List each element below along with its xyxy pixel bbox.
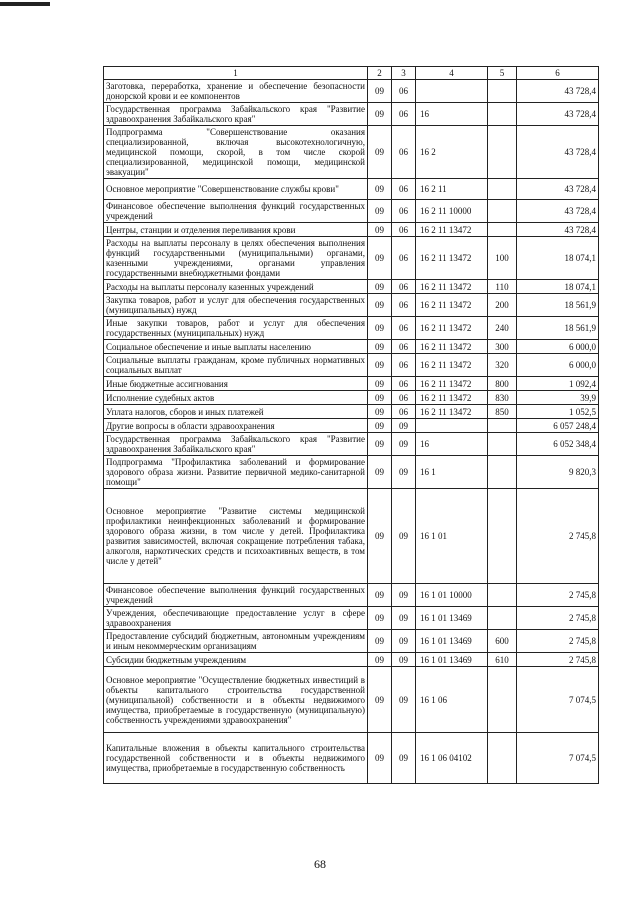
amount-cell: 43 728,4: [517, 179, 599, 200]
description-cell: Учреждения, обеспечивающие предоставление услуг в сфере здравоохранения: [104, 607, 368, 630]
amount-cell: 6 057 248,4: [517, 419, 599, 433]
section-cell: 09: [368, 667, 392, 733]
subsection-cell: 06: [392, 237, 416, 280]
section-cell: 09: [368, 126, 392, 179]
amount-cell: 2 745,8: [517, 584, 599, 607]
expense-type-cell: [488, 80, 517, 103]
description-cell: Финансовое обеспечение выполнения функций государственных учреждений: [104, 584, 368, 607]
expense-type-cell: [488, 126, 517, 179]
section-cell: 09: [368, 456, 392, 489]
description-cell: Основное мероприятие "Развитие системы медицинской профилактики неинфекционных заболеваний и формирование здорового образа жизни, в том числе у детей. Профилактика развития зависимостей, включая сокращение потребления табака, алкоголя, наркотических средств и психоактивных веществ, в том числе у детей": [104, 489, 368, 584]
section-cell: 09: [368, 294, 392, 317]
expense-type-cell: [488, 179, 517, 200]
expense-type-cell: 320: [488, 354, 517, 377]
budget-table: [103, 66, 599, 784]
subsection-cell: 09: [392, 584, 416, 607]
target-article-cell: 16 2 11 13472: [416, 391, 488, 405]
table-row: [104, 377, 599, 391]
section-cell: 09: [368, 391, 392, 405]
subsection-cell: 09: [392, 653, 416, 667]
amount-cell: 18 074,1: [517, 237, 599, 280]
subsection-cell: 06: [392, 317, 416, 340]
amount-cell: 2 745,8: [517, 653, 599, 667]
description-cell: Уплата налогов, сборов и иных платежей: [104, 405, 368, 419]
expense-type-cell: 610: [488, 653, 517, 667]
subsection-cell: 09: [392, 630, 416, 653]
description-cell: Другие вопросы в области здравоохранения: [104, 419, 368, 433]
description-cell: Субсидии бюджетным учреждениям: [104, 653, 368, 667]
section-cell: 09: [368, 733, 392, 784]
expense-type-cell: 240: [488, 317, 517, 340]
subsection-cell: 06: [392, 294, 416, 317]
target-article-cell: 16 1 01 13469: [416, 653, 488, 667]
expense-type-cell: [488, 419, 517, 433]
target-article-cell: 16 1 06 04102: [416, 733, 488, 784]
table-row: [104, 179, 599, 200]
target-article-cell: 16 2 11 10000: [416, 200, 488, 223]
table-row: [104, 280, 599, 294]
header-col-5: 5: [488, 67, 517, 80]
subsection-cell: 09: [392, 456, 416, 489]
section-cell: 09: [368, 630, 392, 653]
description-cell: Расходы на выплаты персоналу в целях обеспечения выполнения функций государственными (муниципальными) органами, казенными учреждениями, органами управления государственными внебюджетными фондами: [104, 237, 368, 280]
table-row: [104, 391, 599, 405]
target-article-cell: [416, 80, 488, 103]
target-article-cell: 16 1: [416, 456, 488, 489]
expense-type-cell: [488, 200, 517, 223]
description-cell: Центры, станции и отделения переливания крови: [104, 223, 368, 237]
amount-cell: 18 561,9: [517, 317, 599, 340]
section-cell: 09: [368, 377, 392, 391]
section-cell: 09: [368, 653, 392, 667]
table-row: [104, 354, 599, 377]
section-cell: 09: [368, 405, 392, 419]
table-row: [104, 667, 599, 733]
subsection-cell: 09: [392, 489, 416, 584]
target-article-cell: 16 1 01 13469: [416, 630, 488, 653]
target-article-cell: 16 2 11 13472: [416, 237, 488, 280]
table-row: [104, 653, 599, 667]
table-row: [104, 294, 599, 317]
table-header-row: [104, 67, 599, 80]
amount-cell: 2 745,8: [517, 489, 599, 584]
header-col-4: 4: [416, 67, 488, 80]
expense-type-cell: [488, 433, 517, 456]
table-row: [104, 405, 599, 419]
target-article-cell: 16: [416, 433, 488, 456]
description-cell: Государственная программа Забайкальского края "Развитие здравоохранения Забайкальского края": [104, 103, 368, 126]
subsection-cell: 06: [392, 200, 416, 223]
section-cell: 09: [368, 237, 392, 280]
header-col-1: 1: [104, 67, 368, 80]
subsection-cell: 09: [392, 607, 416, 630]
description-cell: Основное мероприятие "Совершенствование службы крови": [104, 179, 368, 200]
target-article-cell: 16 2 11 13472: [416, 223, 488, 237]
section-cell: 09: [368, 584, 392, 607]
amount-cell: 18 074,1: [517, 280, 599, 294]
subsection-cell: 06: [392, 377, 416, 391]
table-row: [104, 340, 599, 354]
amount-cell: 43 728,4: [517, 80, 599, 103]
target-article-cell: 16 2: [416, 126, 488, 179]
target-article-cell: 16 2 11 13472: [416, 405, 488, 419]
table-row: [104, 103, 599, 126]
description-cell: Расходы на выплаты персоналу казенных учреждений: [104, 280, 368, 294]
description-cell: Финансовое обеспечение выполнения функций государственных учреждений: [104, 200, 368, 223]
subsection-cell: 09: [392, 419, 416, 433]
subsection-cell: 06: [392, 405, 416, 419]
section-cell: 09: [368, 179, 392, 200]
expense-type-cell: 200: [488, 294, 517, 317]
section-cell: 09: [368, 200, 392, 223]
amount-cell: 43 728,4: [517, 223, 599, 237]
description-cell: Капитальные вложения в объекты капитального строительства государственной собственности и в объекты недвижимого имущества, приобретаемые в государственную собственность: [104, 733, 368, 784]
table-row: [104, 80, 599, 103]
description-cell: Закупка товаров, работ и услуг для обеспечения государственных (муниципальных) нужд: [104, 294, 368, 317]
description-cell: Предоставление субсидий бюджетным, автономным учреждениям и иным некоммерческим организациям: [104, 630, 368, 653]
amount-cell: 43 728,4: [517, 103, 599, 126]
subsection-cell: 09: [392, 667, 416, 733]
expense-type-cell: [488, 667, 517, 733]
description-cell: Заготовка, переработка, хранение и обеспечение безопасности донорской крови и ее компонентов: [104, 80, 368, 103]
table-row: [104, 584, 599, 607]
description-cell: Социальные выплаты гражданам, кроме публичных нормативных социальных выплат: [104, 354, 368, 377]
table-row: [104, 419, 599, 433]
expense-type-cell: [488, 223, 517, 237]
header-col-6: 6: [517, 67, 599, 80]
subsection-cell: 06: [392, 126, 416, 179]
amount-cell: 39,9: [517, 391, 599, 405]
subsection-cell: 06: [392, 80, 416, 103]
section-cell: 09: [368, 280, 392, 294]
target-article-cell: 16: [416, 103, 488, 126]
section-cell: 09: [368, 340, 392, 354]
header-col-3: 3: [392, 67, 416, 80]
header-col-2: 2: [368, 67, 392, 80]
expense-type-cell: [488, 733, 517, 784]
expense-type-cell: 800: [488, 377, 517, 391]
table-row: [104, 126, 599, 179]
target-article-cell: 16 2 11 13472: [416, 294, 488, 317]
description-cell: Иные закупки товаров, работ и услуг для обеспечения государственных (муниципальных) нужд: [104, 317, 368, 340]
subsection-cell: 06: [392, 223, 416, 237]
description-cell: Подпрограмма "Профилактика заболеваний и формирование здорового образа жизни. Развитие первичной медико-санитарной помощи": [104, 456, 368, 489]
target-article-cell: 16 2 11 13472: [416, 280, 488, 294]
target-article-cell: 16 2 11 13472: [416, 340, 488, 354]
section-cell: 09: [368, 419, 392, 433]
table-row: [104, 433, 599, 456]
subsection-cell: 06: [392, 354, 416, 377]
target-article-cell: [416, 419, 488, 433]
target-article-cell: 16 1 06: [416, 667, 488, 733]
target-article-cell: 16 1 01 10000: [416, 584, 488, 607]
description-cell: Государственная программа Забайкальского края "Развитие здравоохранения Забайкальского края": [104, 433, 368, 456]
amount-cell: 6 000,0: [517, 340, 599, 354]
description-cell: Подпрограмма "Совершенствование оказания специализированной, включая высокотехнологичную, медицинской помощи, скорой, в том числе скорой специализированной, медицинской помощи, медицинской эвакуации": [104, 126, 368, 179]
subsection-cell: 06: [392, 391, 416, 405]
section-cell: 09: [368, 354, 392, 377]
target-article-cell: 16 2 11 13472: [416, 354, 488, 377]
subsection-cell: 06: [392, 179, 416, 200]
amount-cell: 6 000,0: [517, 354, 599, 377]
subsection-cell: 09: [392, 433, 416, 456]
table-row: [104, 733, 599, 784]
expense-type-cell: [488, 584, 517, 607]
table-row: [104, 223, 599, 237]
amount-cell: 43 728,4: [517, 126, 599, 179]
amount-cell: 2 745,8: [517, 607, 599, 630]
target-article-cell: 16 1 01: [416, 489, 488, 584]
section-cell: 09: [368, 103, 392, 126]
amount-cell: 6 052 348,4: [517, 433, 599, 456]
amount-cell: 7 074,5: [517, 667, 599, 733]
scan-corner-mark: [0, 2, 50, 6]
expense-type-cell: [488, 456, 517, 489]
amount-cell: 43 728,4: [517, 200, 599, 223]
target-article-cell: 16 2 11 13472: [416, 377, 488, 391]
section-cell: 09: [368, 80, 392, 103]
section-cell: 09: [368, 223, 392, 237]
amount-cell: 7 074,5: [517, 733, 599, 784]
amount-cell: 1 092,4: [517, 377, 599, 391]
target-article-cell: 16 2 11 13472: [416, 317, 488, 340]
subsection-cell: 06: [392, 340, 416, 354]
budget-table-body: [104, 67, 599, 784]
target-article-cell: 16 1 01 13469: [416, 607, 488, 630]
table-row: [104, 317, 599, 340]
amount-cell: 1 052,5: [517, 405, 599, 419]
table-row: [104, 456, 599, 489]
description-cell: Основное мероприятие "Осуществление бюджетных инвестиций в объекты капитального строительства государственной (муниципальной) собственности и в объекты недвижимого имущества, приобретаемые в государственную (муниципальную) собственность учреждениями здравоохранения": [104, 667, 368, 733]
table-row: [104, 200, 599, 223]
expense-type-cell: 110: [488, 280, 517, 294]
section-cell: 09: [368, 317, 392, 340]
table-row: [104, 489, 599, 584]
expense-type-cell: [488, 103, 517, 126]
expense-type-cell: [488, 489, 517, 584]
page-number: 68: [314, 857, 326, 871]
description-cell: Иные бюджетные ассигнования: [104, 377, 368, 391]
description-cell: Социальное обеспечение и иные выплаты населению: [104, 340, 368, 354]
subsection-cell: 06: [392, 103, 416, 126]
subsection-cell: 09: [392, 733, 416, 784]
table-row: [104, 607, 599, 630]
expense-type-cell: 100: [488, 237, 517, 280]
amount-cell: 2 745,8: [517, 630, 599, 653]
section-cell: 09: [368, 489, 392, 584]
description-cell: Исполнение судебных актов: [104, 391, 368, 405]
section-cell: 09: [368, 433, 392, 456]
target-article-cell: 16 2 11: [416, 179, 488, 200]
table-row: [104, 630, 599, 653]
amount-cell: 9 820,3: [517, 456, 599, 489]
section-cell: 09: [368, 607, 392, 630]
expense-type-cell: 830: [488, 391, 517, 405]
amount-cell: 18 561,9: [517, 294, 599, 317]
expense-type-cell: [488, 607, 517, 630]
table-row: [104, 237, 599, 280]
expense-type-cell: 300: [488, 340, 517, 354]
subsection-cell: 06: [392, 280, 416, 294]
expense-type-cell: 850: [488, 405, 517, 419]
expense-type-cell: 600: [488, 630, 517, 653]
